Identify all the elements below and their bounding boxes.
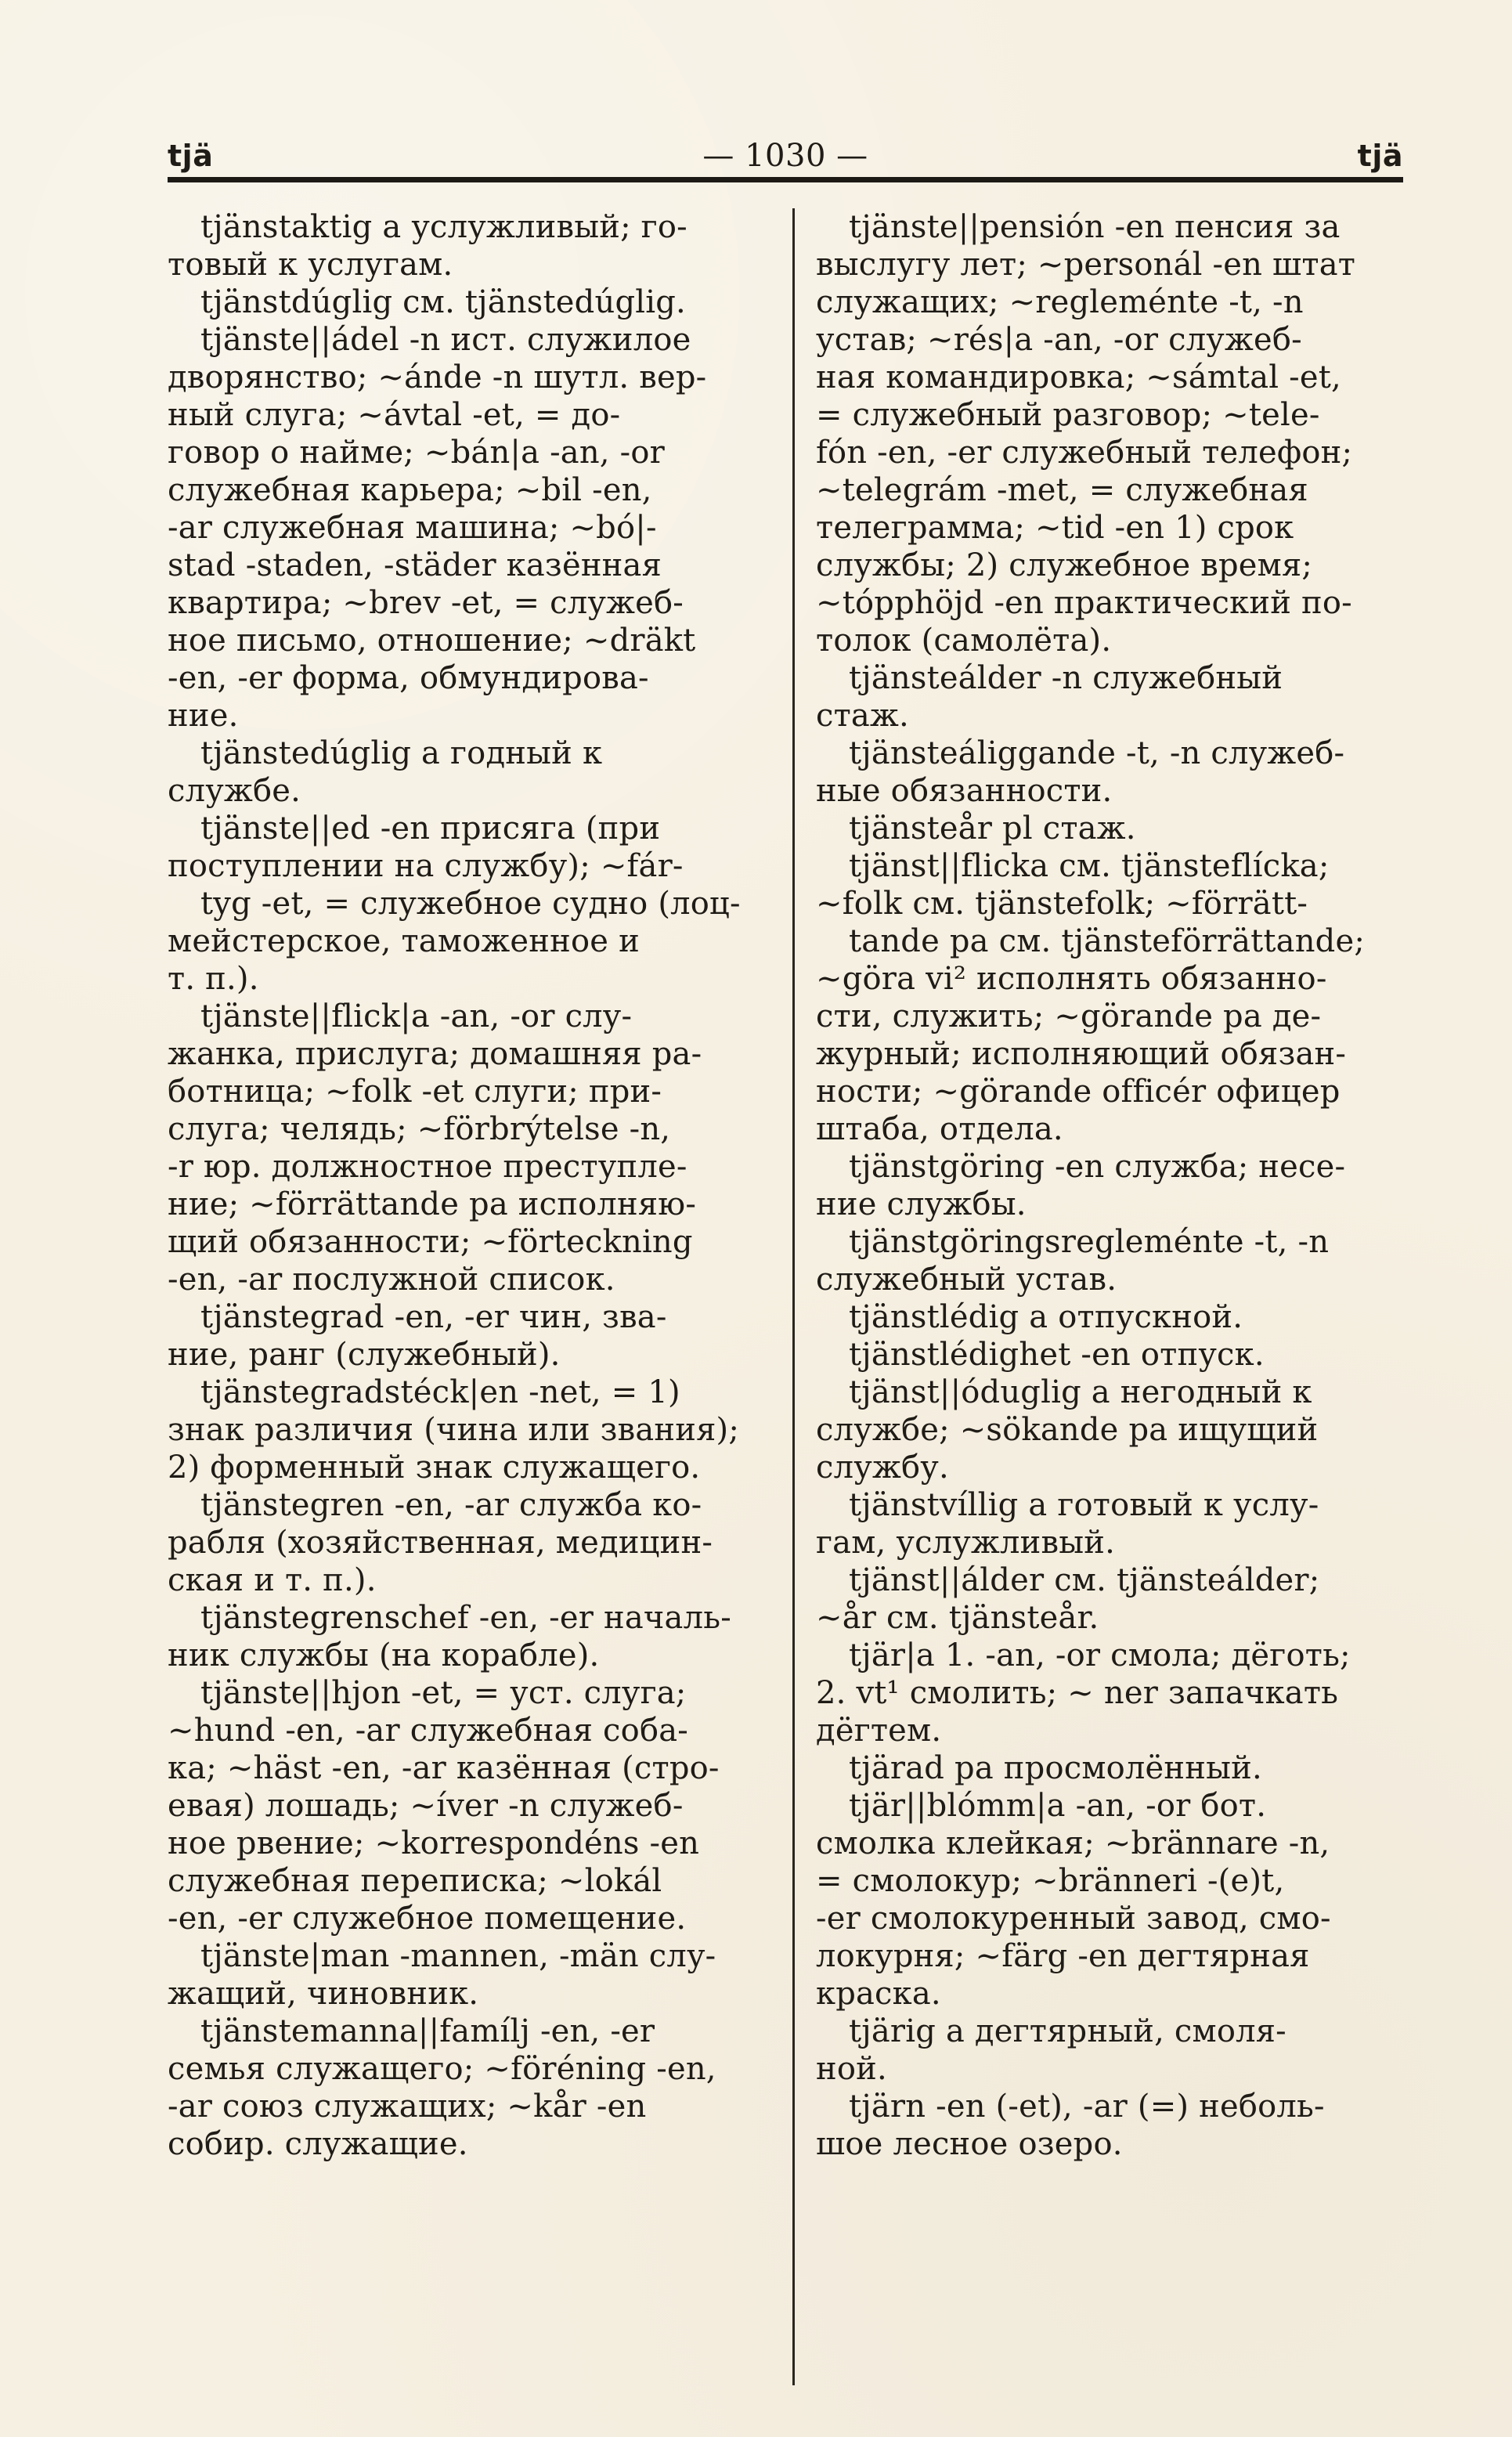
left_column-line: -ar служебная машина; ~bó|-	[168, 510, 657, 546]
right_column-line: tjänstvíllig a готовый к услу-	[849, 1487, 1319, 1523]
right_column-line: ~telegrám -met, = служебная	[816, 472, 1308, 508]
left_column-line: tjänste|man -mannen, -män слу-	[200, 1938, 716, 1974]
left_column-line: -en, -ar послужной список.	[168, 1262, 615, 1298]
right_column-line: ~år см. tjänsteår.	[816, 1600, 1099, 1636]
left_column-line: tjänstdúglig см. tjänstedúglig.	[200, 284, 686, 320]
left_column-line: собир. служащие.	[168, 2126, 468, 2162]
right_column-line: ной.	[816, 2051, 887, 2087]
right_column-line: tjänst||óduglig a негодный к	[849, 1374, 1312, 1410]
left_column-line: щий обязанности; ~förteckning	[168, 1224, 693, 1260]
right_column-line: tjänstlédig a отпускной.	[849, 1299, 1243, 1335]
right_column-line: ные обязанности.	[816, 773, 1113, 809]
right_column-line: tjänst||flicka см. tjänsteflícka;	[849, 848, 1330, 884]
right_column-line: стаж.	[816, 698, 909, 734]
right_column-line: -er смолокуренный завод, смо-	[816, 1901, 1331, 1937]
left_column-line: жанка, прислуга; домашняя ра-	[168, 1036, 702, 1072]
left_column-line: семья служащего; ~föréning -en,	[168, 2051, 716, 2087]
right_column-line: = служебный разговор; ~tele-	[816, 397, 1320, 433]
right_column-line: ~tópphöjd -en практический по-	[816, 585, 1352, 621]
left_column-line: tjänstemanna||famílj -en, -er	[200, 2013, 655, 2049]
left_column-line: дворянство; ~ánde -n шутл. вер-	[168, 359, 707, 395]
right_column-line: tande pa см. tjänsteförrättande;	[849, 923, 1366, 959]
left_column-line: товый к услугам.	[168, 247, 453, 283]
left_column-line: ская и т. п.).	[168, 1562, 377, 1598]
left_column-line: ботница; ~folk -et слуги; при-	[168, 1074, 662, 1110]
left_column-line: tyg -et, = служебное судно (лоц-	[200, 886, 741, 922]
page-number: — 1030 —	[702, 138, 868, 174]
left_column-line: квартира; ~brev -et, = служеб-	[168, 585, 684, 621]
left_column-line: tjänstegrad -en, -er чин, зва-	[200, 1299, 667, 1335]
left_column-line: ное рвение; ~korrespondéns -en	[168, 1825, 700, 1861]
left_column-line: знак различия (чина или звания);	[168, 1412, 740, 1448]
left_column-line: tjänstedúglig a годный к	[200, 735, 603, 771]
right-column	[816, 208, 1405, 2163]
left_column-line: tjänste||ed -en присяга (при	[200, 811, 661, 847]
left_column-line: ние, ранг (служебный).	[168, 1337, 561, 1373]
left_column-line: ~hund -en, -ar служебная соба-	[168, 1713, 688, 1749]
left_column-line: ный слуга; ~ávtal -et, = до-	[168, 397, 621, 433]
left_column-line: -en, -er служебное помещение.	[168, 1901, 687, 1937]
right_column-line: fón -en, -er служебный телефон;	[816, 435, 1353, 471]
right_column-line: ~göra vi² исполнять обязанно-	[816, 961, 1327, 997]
right_column-line: tjänstgöringsregleménte -t, -n	[849, 1224, 1330, 1260]
right_column-line: смолка клейкая; ~brännare -n,	[816, 1825, 1330, 1861]
right_column-line: 2. vt¹ смолить; ~ ner запачкать	[816, 1675, 1339, 1711]
right_column-line: службу.	[816, 1450, 949, 1486]
right_column-line: tjänsteáliggande -t, -n служеб-	[849, 735, 1345, 771]
left_column-line: говор о найме; ~bán|a -an, -or	[168, 435, 665, 471]
right_column-line: службе; ~sökande pa ищущий	[816, 1412, 1319, 1448]
left_column-line: жащий, чиновник.	[168, 1976, 479, 2012]
right_column-line: = смолокур; ~bränneri -(e)t,	[816, 1863, 1285, 1899]
left_column-line: -en, -er форма, обмундирова-	[168, 660, 649, 696]
header-rule	[168, 177, 1403, 182]
column-divider	[792, 208, 795, 2385]
left_column-line: tjänstegrenschef -en, -er началь-	[200, 1600, 731, 1636]
left_column-line: ние; ~förrättande pa исполняю-	[168, 1186, 697, 1222]
left_column-line: поступлении на службу); ~fár-	[168, 848, 684, 884]
left_column-line: tjänste||flick|a -an, -or слу-	[200, 998, 633, 1034]
left_column-line: tjänstegradstéck|en -net, = 1)	[200, 1374, 680, 1410]
right_column-line: служебный устав.	[816, 1262, 1117, 1298]
right_column-line: tjänstgöring -en служба; несе-	[849, 1149, 1346, 1185]
right_column-line: сти, служить; ~görande pa де-	[816, 998, 1322, 1034]
right_column-line: гам, услужливый.	[816, 1525, 1116, 1561]
right_column-line: tjärn -en (-et), -ar (=) неболь-	[849, 2089, 1325, 2125]
right_column-line: tjänste||pensión -en пенсия за	[849, 209, 1341, 245]
right_column-line: ние службы.	[816, 1186, 1027, 1222]
left-column	[168, 208, 756, 2163]
right_column-line: штаба, отдела.	[816, 1111, 1063, 1147]
left_column-line: ние.	[168, 698, 239, 734]
right_column-line: tjänsteálder -n служебный	[849, 660, 1283, 696]
right_column-line: локурня; ~färg -en дегтярная	[816, 1938, 1310, 1974]
left_column-line: tjänstaktig a услужливый; го-	[200, 209, 687, 245]
page-header	[168, 133, 1403, 179]
right_column-line: журный; исполняющий обязан-	[816, 1036, 1347, 1072]
left_column-line: tjänste||ádel -n ист. служилое	[200, 322, 691, 358]
right_column-line: служащих; ~regleménte -t, -n	[816, 284, 1304, 320]
right_column-line: телеграмма; ~tid -en 1) срок	[816, 510, 1294, 546]
right_column-line: устав; ~rés|a -an, -or служеб-	[816, 322, 1302, 358]
left_column-line: ка; ~häst -en, -ar казённая (стро-	[168, 1750, 720, 1786]
right_column-line: краска.	[816, 1976, 941, 2012]
right_column-line: толок (самолёта).	[816, 623, 1112, 659]
right_column-line: tjänst||álder см. tjänsteálder;	[849, 1562, 1320, 1598]
right_column-line: tjänsteår pl стаж.	[849, 811, 1136, 847]
left_column-line: ное письмо, отношение; ~dräkt	[168, 623, 696, 659]
left_column-line: служебная переписка; ~lokál	[168, 1863, 662, 1899]
left_column-line: tjänste||hjon -et, = уст. слуга;	[200, 1675, 687, 1711]
left_column-line: 2) форменный знак служащего.	[168, 1450, 701, 1486]
left_column-line: слуга; челядь; ~förbrýtelse -n,	[168, 1111, 671, 1147]
left_column-line: евая) лошадь; ~íver -n служеб-	[168, 1788, 684, 1824]
left_column-line: служебная карьера; ~bil -en,	[168, 472, 652, 508]
right_column-line: tjärig a дегтярный, смоля-	[849, 2013, 1286, 2049]
right_column-line: ~folk см. tjänstefolk; ~förrätt-	[816, 886, 1308, 922]
header-right-entry: tjä	[1357, 139, 1403, 173]
left_column-line: службе.	[168, 773, 301, 809]
left_column-line: -r юр. должностное преступле-	[168, 1149, 687, 1185]
right_column-line: службы; 2) служебное время;	[816, 547, 1313, 583]
left_column-line: т. п.).	[168, 961, 259, 997]
header-left-entry: tjä	[168, 139, 214, 173]
left_column-line: ник службы (на корабле).	[168, 1637, 600, 1673]
right_column-line: ная командировка; ~sámtal -et,	[816, 359, 1341, 395]
right_column-line: ности; ~görande officér офицер	[816, 1074, 1341, 1110]
left_column-line: stad -staden, -städer казённая	[168, 547, 662, 583]
left_column-line: рабля (хозяйственная, медицин-	[168, 1525, 713, 1561]
right_column-line: tjär||blómm|a -an, -or бот.	[849, 1788, 1267, 1824]
left_column-line: tjänstegren -en, -ar служба ко-	[200, 1487, 702, 1523]
right_column-line: выслугу лет; ~personál -en штат	[816, 247, 1356, 283]
right_column-line: дёгтем.	[816, 1713, 942, 1749]
right_column-line: tjänstlédighet -en отпуск.	[849, 1337, 1265, 1373]
left_column-line: -ar союз служащих; ~kår -en	[168, 2089, 647, 2125]
right_column-line: шое лесное озеро.	[816, 2126, 1123, 2162]
right_column-line: tjär|a 1. -an, -or смола; дёготь;	[849, 1637, 1351, 1673]
left_column-line: мейстерское, таможенное и	[168, 923, 640, 959]
right_column-line: tjärad pa просмолённый.	[849, 1750, 1262, 1786]
